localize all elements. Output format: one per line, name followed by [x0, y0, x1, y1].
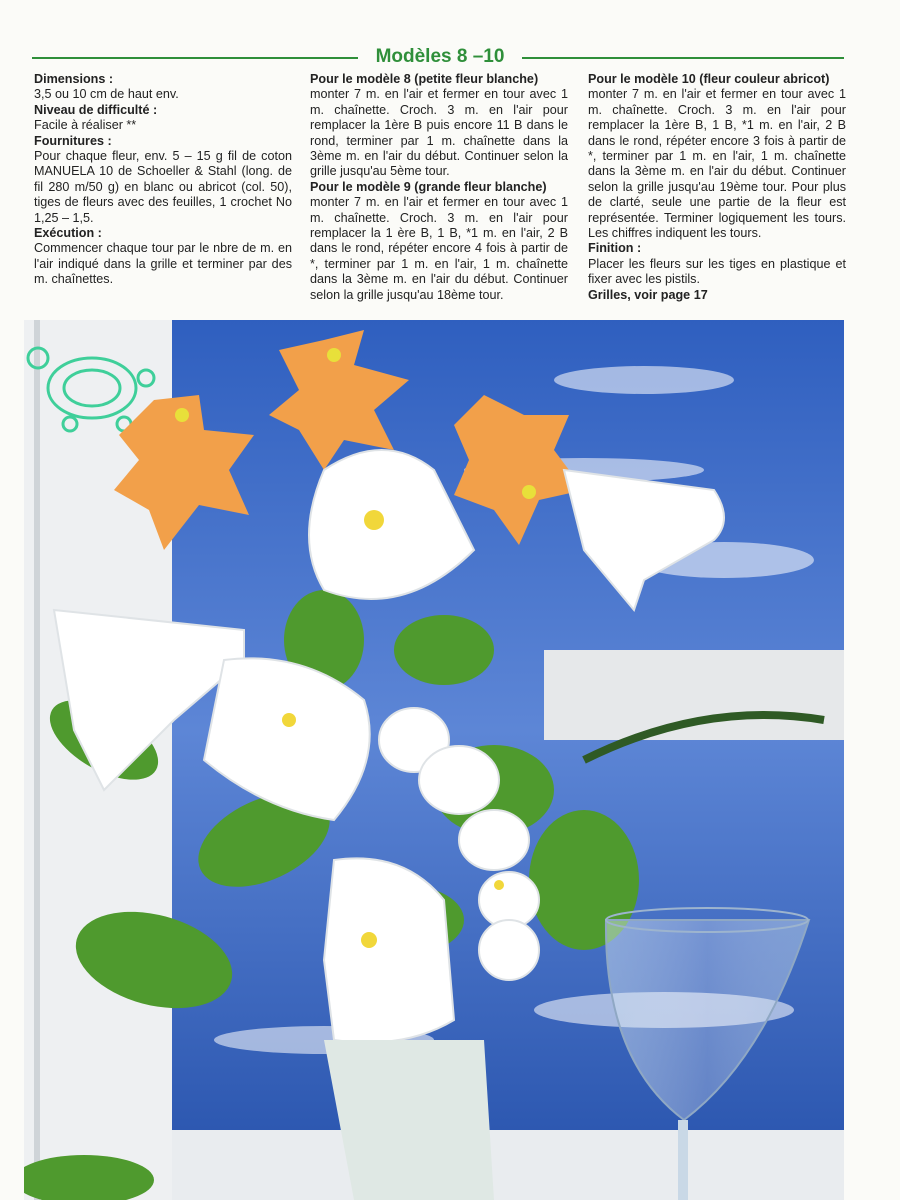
- window-ledge: [172, 1130, 844, 1200]
- difficulty-label: Niveau de difficulté :: [34, 102, 158, 117]
- vase: [324, 1040, 494, 1200]
- model8-label: Pour le modèle 8 (petite fleur blanche): [310, 72, 539, 86]
- finish-label: Finition :: [588, 241, 642, 256]
- column-3: [588, 72, 846, 303]
- header-rule-right: [522, 57, 844, 59]
- header-rule-left: [32, 57, 358, 59]
- difficulty-text: Facile à réaliser **: [34, 118, 137, 133]
- flower-bouquet-photo: [24, 320, 844, 1200]
- supplies-text: Pour chaque fleur, env. 5 – 15 g fil de coton MANUELA 10 de Schoeller & Stahl (long. de fil 280 m/50 g) en blanc ou abricot (col. 50), tiges de fleurs avec des feuilles, 1 crochet No 1,25 – 1,5.: [34, 149, 292, 225]
- finish-text: Placer les fleurs sur les tiges en plastique et fixer avec les pistils.: [588, 256, 846, 287]
- dimensions-text: 3,5 ou 10 cm de haut env.: [34, 87, 179, 102]
- page-title: Modèles 8 –10: [375, 46, 505, 67]
- execution-text: Commencer chaque tour par le nbre de m. en l'air indiqué dans la grille et terminer par des m. chaînettes.: [34, 241, 292, 287]
- column-1: [34, 72, 292, 288]
- model10-label: Pour le modèle 10 (fleur couleur abricot): [588, 72, 830, 86]
- dimensions-label: Dimensions :: [34, 72, 114, 86]
- window-frame: [34, 320, 40, 1200]
- photo-illustration: [24, 320, 844, 1200]
- page-header: [32, 44, 844, 70]
- model8-text: monter 7 m. en l'air et fermer en tour avec 1 m. chaînette. Croch. 3 m. en l'air pour remplacer la 1ère B puis encore 11 B dans le rond, terminer par 1 m. chaînette dans la 3ème m. en l'air du début. Continuer selon la grille jusqu'au 5ème tour.: [310, 87, 568, 179]
- instructions: [34, 72, 846, 312]
- model9-label: Pour le modèle 9 (grande fleur blanche): [310, 179, 547, 194]
- execution-label: Exécution :: [34, 226, 102, 241]
- column-2: [310, 72, 568, 303]
- model9-text: monter 7 m. en l'air et fermer en tour avec 1 m. chaînette. Croch. 3 m. en l'air pour remplacer la 1 ère B, 1 B, *1 m. en l'air, 2 B dans le rond, répéter encore 4 fois à partir de *, terminer par 1 m. en l'air, 1 m. chaînette dans la 3ème m. en l'air du début. Continuer selon la grille jusqu'au 18ème tour.: [310, 195, 568, 302]
- supplies-label: Fournitures :: [34, 133, 112, 148]
- grids-reference: Grilles, voir page 17: [588, 287, 708, 302]
- model10-text: monter 7 m. en l'air et fermer en tour avec 1 m. chaînette. Croch. 3 m. en l'air pour remplacer la 1ère B, 1 B, *1 m. en l'air, 2 B dans le rond, répéter encore 3 fois à partir de *, terminer par 1 m. en l'air, 1 m. chaînette dans la 3ème m. en l'air du début. Continuer selon la grille jusqu'au 19ème tour. Pour plus de clarté, seule une partie de la fleur est représentée. Terminer logiquement les tours. Les chiffres indiquent les tours.: [588, 87, 846, 241]
- window-sill: [544, 650, 844, 740]
